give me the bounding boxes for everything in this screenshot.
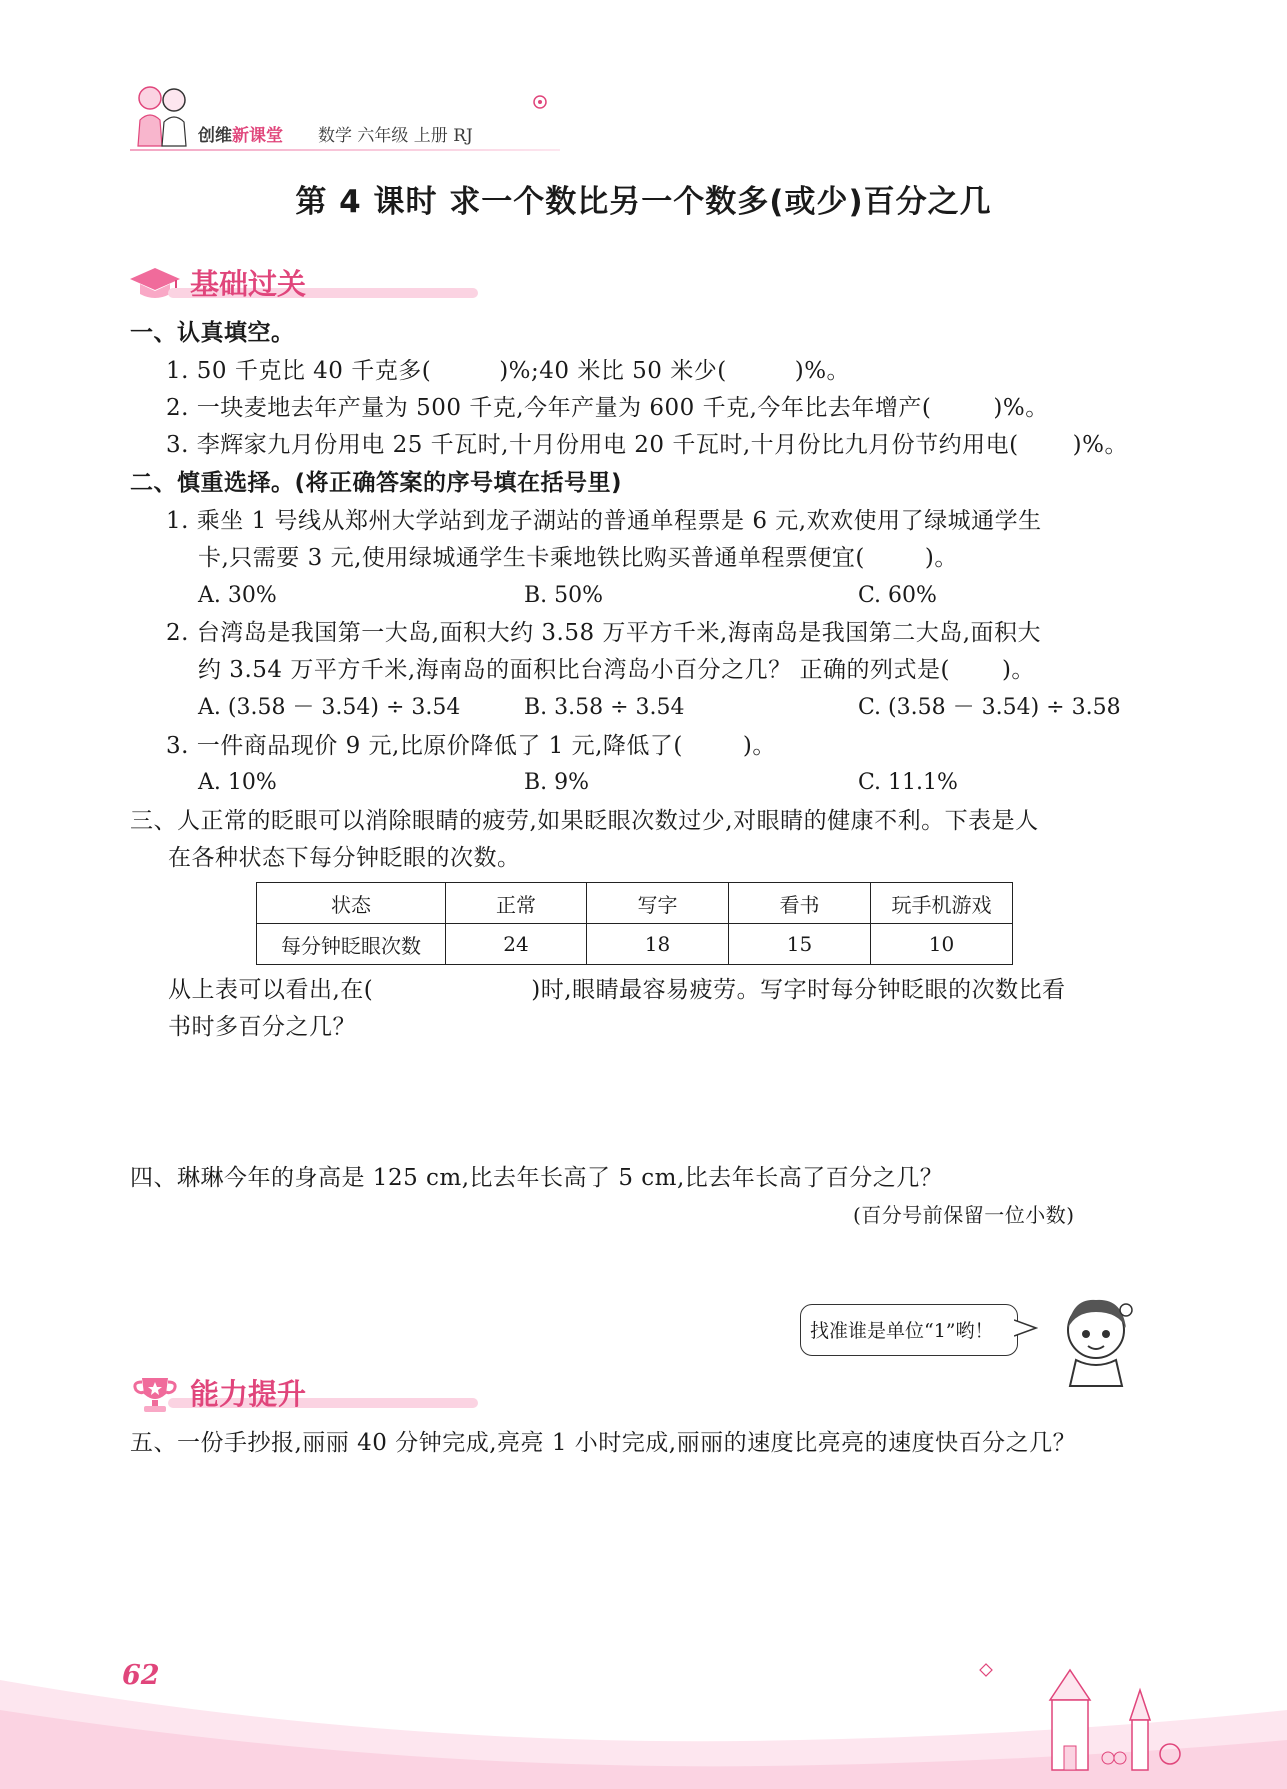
q4-line1: 四、琳琳今年的身高是 125 cm,比去年长高了 5 cm,比去年长高了百分之几？ xyxy=(130,1165,944,1191)
q1-item2 xyxy=(166,393,1049,423)
table-cell: 10 xyxy=(871,924,1013,965)
table-header-cell: 状态 xyxy=(257,883,446,924)
q2-item2-text-a: 约 3.54 万平方千米,海南岛的面积比台湾岛小百分之几？ 正确的列式是( xyxy=(198,657,950,683)
table-cell: 15 xyxy=(729,924,871,965)
q3-after-line2: 书时多百分之几？ xyxy=(168,1014,356,1040)
table-header-cell: 玩手机游戏 xyxy=(871,883,1013,924)
q1-item1 xyxy=(166,356,850,386)
brand-part-a: 创维 xyxy=(198,126,232,146)
table-row xyxy=(257,924,1013,965)
q1-item1-text-b: )%;40 米比 50 米少( xyxy=(499,358,727,384)
trophy-icon xyxy=(132,1374,178,1416)
q2-item2-line2 xyxy=(198,655,1035,685)
table-header-cell: 看书 xyxy=(729,883,871,924)
q3-after-text-b: )时,眼睛最容易疲劳。写字时每分钟眨眼的次数比看 xyxy=(531,977,1066,1003)
q2-heading: 二、慎重选择。(将正确答案的序号填在括号里) xyxy=(130,470,623,496)
section-title-advanced: 能力提升 xyxy=(190,1377,307,1411)
q5-line1: 五、一份手抄报,丽丽 40 分钟完成,亮亮 1 小时完成,丽丽的速度比亮亮的速度快百分之几？ xyxy=(130,1430,1077,1456)
q1-item1-text-a: 1. 50 千克比 40 千克多( xyxy=(166,358,432,384)
q2-item3-option-a: A. 10% xyxy=(198,770,277,795)
table-row-label: 每分钟眨眼次数 xyxy=(257,924,446,965)
q1-item2-text-a: 2. 一块麦地去年产量为 500 千克,今年产量为 600 千克,今年比去年增产( xyxy=(166,395,932,421)
q1-heading: 一、认真填空。 xyxy=(130,320,295,346)
q2-item2-option-a: A. (3.58 － 3.54) ÷ 3.54 xyxy=(198,695,461,720)
q1-item1-text-c: )%。 xyxy=(794,358,851,384)
q3-after-text-a: 从上表可以看出,在( xyxy=(168,977,374,1003)
section-banner-advanced xyxy=(128,1372,488,1416)
q2-item3-text-b: )。 xyxy=(742,733,776,759)
header-brand xyxy=(198,121,283,146)
section-banner-basic xyxy=(128,262,488,306)
q4-note: (百分号前保留一位小数) xyxy=(853,1203,1075,1227)
q1-item3-text-a: 3. 李辉家九月份用电 25 千瓦时,十月份用电 20 千瓦时,十月份比九月份节约用电( xyxy=(166,432,1019,458)
header-divider xyxy=(130,149,560,151)
q1-item3 xyxy=(166,430,1128,460)
q2-item3-option-b: B. 9% xyxy=(524,770,590,795)
girl-illustration xyxy=(1052,1288,1142,1388)
castle-illustration xyxy=(960,1650,1190,1780)
q3-line2: 在各种状态下每分钟眨眼的次数。 xyxy=(168,845,521,871)
q1-item3-text-b: )%。 xyxy=(1072,432,1128,458)
q3-after-line1 xyxy=(168,975,1066,1005)
q2-item2-option-b: B. 3.58 ÷ 3.54 xyxy=(524,695,685,720)
section-title-basic: 基础过关 xyxy=(190,267,307,301)
q2-item1-text-a: 卡,只需要 3 元,使用绿城通学生卡乘地铁比购买普通单程票便宜( xyxy=(198,545,865,571)
speech-text: 找准谁是单位“1”哟！ xyxy=(810,1320,994,1342)
q2-item1-line1: 1. 乘坐 1 号线从郑州大学站到龙子湖站的普通单程票是 6 元,欢欢使用了绿城通学生 xyxy=(166,508,1042,534)
table-cell: 24 xyxy=(446,924,587,965)
header-kids-illustration xyxy=(128,80,198,152)
table-header-cell: 写字 xyxy=(587,883,729,924)
q1-item2-text-b: )%。 xyxy=(993,395,1049,421)
q2-item3-text-a: 3. 一件商品现价 9 元,比原价降低了 1 元,降低了( xyxy=(166,733,683,759)
q2-item2-line1: 2. 台湾岛是我国第一大岛,面积大约 3.58 万平方千米,海南岛是我国第二大岛,面积大 xyxy=(166,620,1042,646)
q2-item1-option-a: A. 30% xyxy=(198,583,277,608)
header-subject: 数学 六年级 上册 RJ xyxy=(318,126,473,146)
table-cell: 18 xyxy=(587,924,729,965)
table-header-cell: 正常 xyxy=(446,883,587,924)
flower-icon xyxy=(530,92,550,112)
q2-item3-option-c: C. 11.1% xyxy=(858,770,958,795)
q2-item1-text-b: )。 xyxy=(924,545,958,571)
q2-item1-line2 xyxy=(198,543,958,573)
bubble-tail-icon xyxy=(1014,1316,1038,1340)
lesson-title: 第 4 课时 求一个数比另一个数多(或少)百分之几 xyxy=(295,184,992,220)
blink-table xyxy=(256,882,1013,965)
page-number: 62 xyxy=(122,1660,160,1691)
q2-item3 xyxy=(166,731,776,761)
q2-item1-option-b: B. 50% xyxy=(524,583,604,608)
q3-line1: 三、人正常的眨眼可以消除眼睛的疲劳,如果眨眼次数过少,对眼睛的健康不利。下表是人 xyxy=(130,808,1039,834)
table-header-row xyxy=(257,883,1013,924)
q2-item1-option-c: C. 60% xyxy=(858,583,937,608)
q2-item2-option-c: C. (3.58 － 3.54) ÷ 3.58 xyxy=(858,695,1121,720)
graduation-cap-icon xyxy=(128,264,182,304)
q2-item2-text-b: )。 xyxy=(1001,657,1035,683)
brand-part-b: 新课堂 xyxy=(232,126,283,146)
